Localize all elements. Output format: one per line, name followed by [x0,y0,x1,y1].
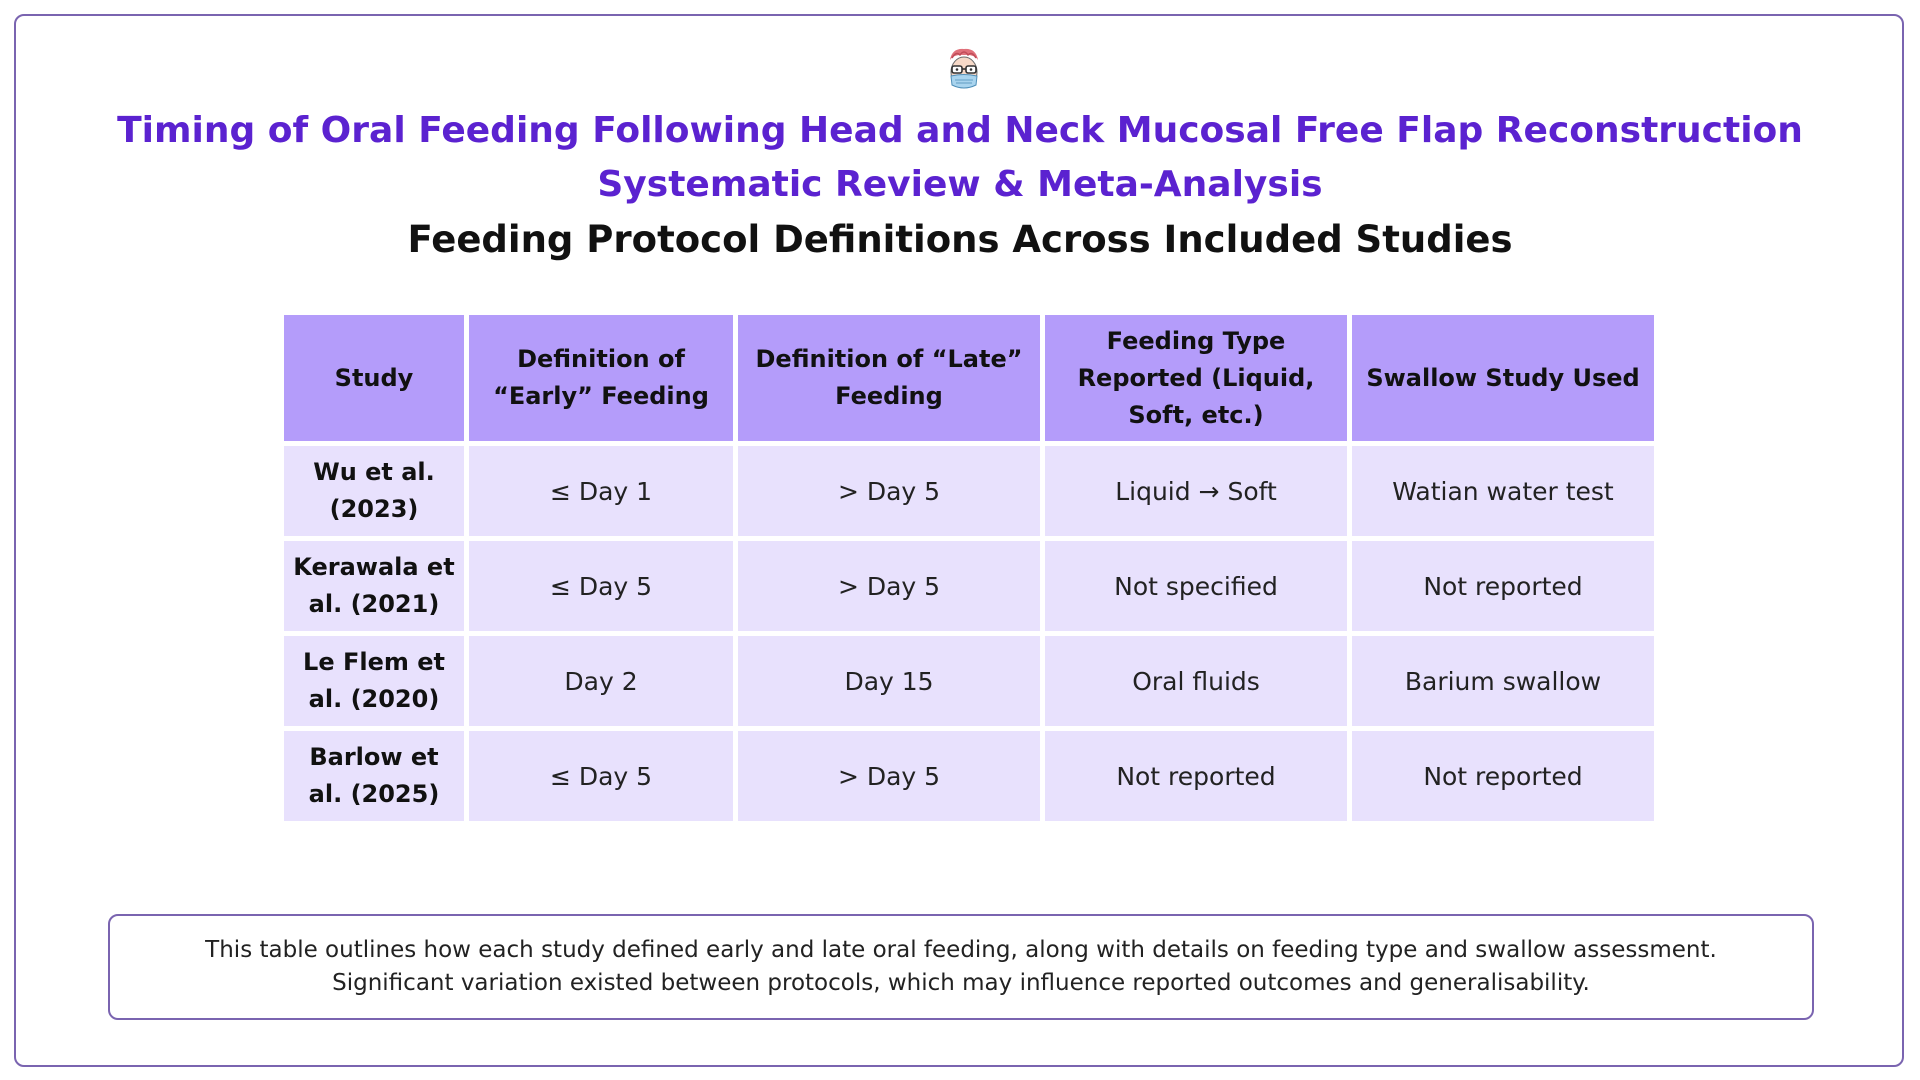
swallow-study-cell: Watian water test [1352,446,1654,536]
table-row [284,636,1654,726]
page-title: Timing of Oral Feeding Following Head and Neck Mucosal Free Flap Reconstruction [117,110,1803,151]
column-header-swallow-study: Swallow Study Used [1352,315,1654,441]
column-header-feeding-type: Feeding Type Reported (Liquid, Soft, etc.) [1045,315,1347,441]
late-feeding-cell: > Day 5 [738,446,1040,536]
column-header-late-feeding: Definition of “Late” Feeding [738,315,1040,441]
table-row [284,731,1654,821]
feeding-type-cell: Oral fluids [1045,636,1347,726]
early-feeding-cell: ≤ Day 1 [469,446,733,536]
table-row [284,541,1654,631]
late-feeding-cell: > Day 5 [738,541,1040,631]
page-title-line2: Systematic Review & Meta-Analysis [597,164,1323,205]
study-cell: Le Flem et al. (2020) [284,636,464,726]
early-feeding-cell: ≤ Day 5 [469,541,733,631]
column-header-early-feeding: Definition of “Early” Feeding [469,315,733,441]
doctor-avatar-icon [944,46,984,94]
early-feeding-cell: ≤ Day 5 [469,731,733,821]
early-feeding-cell: Day 2 [469,636,733,726]
study-cell: Wu et al. (2023) [284,446,464,536]
table-subtitle: Feeding Protocol Definitions Across Included Studies [407,218,1513,261]
column-header-study: Study [284,315,464,441]
feeding-type-cell: Not reported [1045,731,1347,821]
swallow-study-cell: Not reported [1352,541,1654,631]
table-row [284,446,1654,536]
table-header-row [284,315,1654,441]
late-feeding-cell: Day 15 [738,636,1040,726]
study-cell: Barlow et al. (2025) [284,731,464,821]
swallow-study-cell: Barium swallow [1352,636,1654,726]
feeding-type-cell: Liquid → Soft [1045,446,1347,536]
swallow-study-cell: Not reported [1352,731,1654,821]
study-cell: Kerawala et al. (2021) [284,541,464,631]
late-feeding-cell: > Day 5 [738,731,1040,821]
summary-note-text: This table outlines how each study defined early and late oral feeding, along with details on feeding type and swallow assessment. Significant variation existed between protocols, which may influence reported outcomes and generalisability. [205,937,1717,996]
summary-note [108,914,1814,1020]
feeding-protocol-table [279,310,1659,826]
feeding-type-cell: Not specified [1045,541,1347,631]
